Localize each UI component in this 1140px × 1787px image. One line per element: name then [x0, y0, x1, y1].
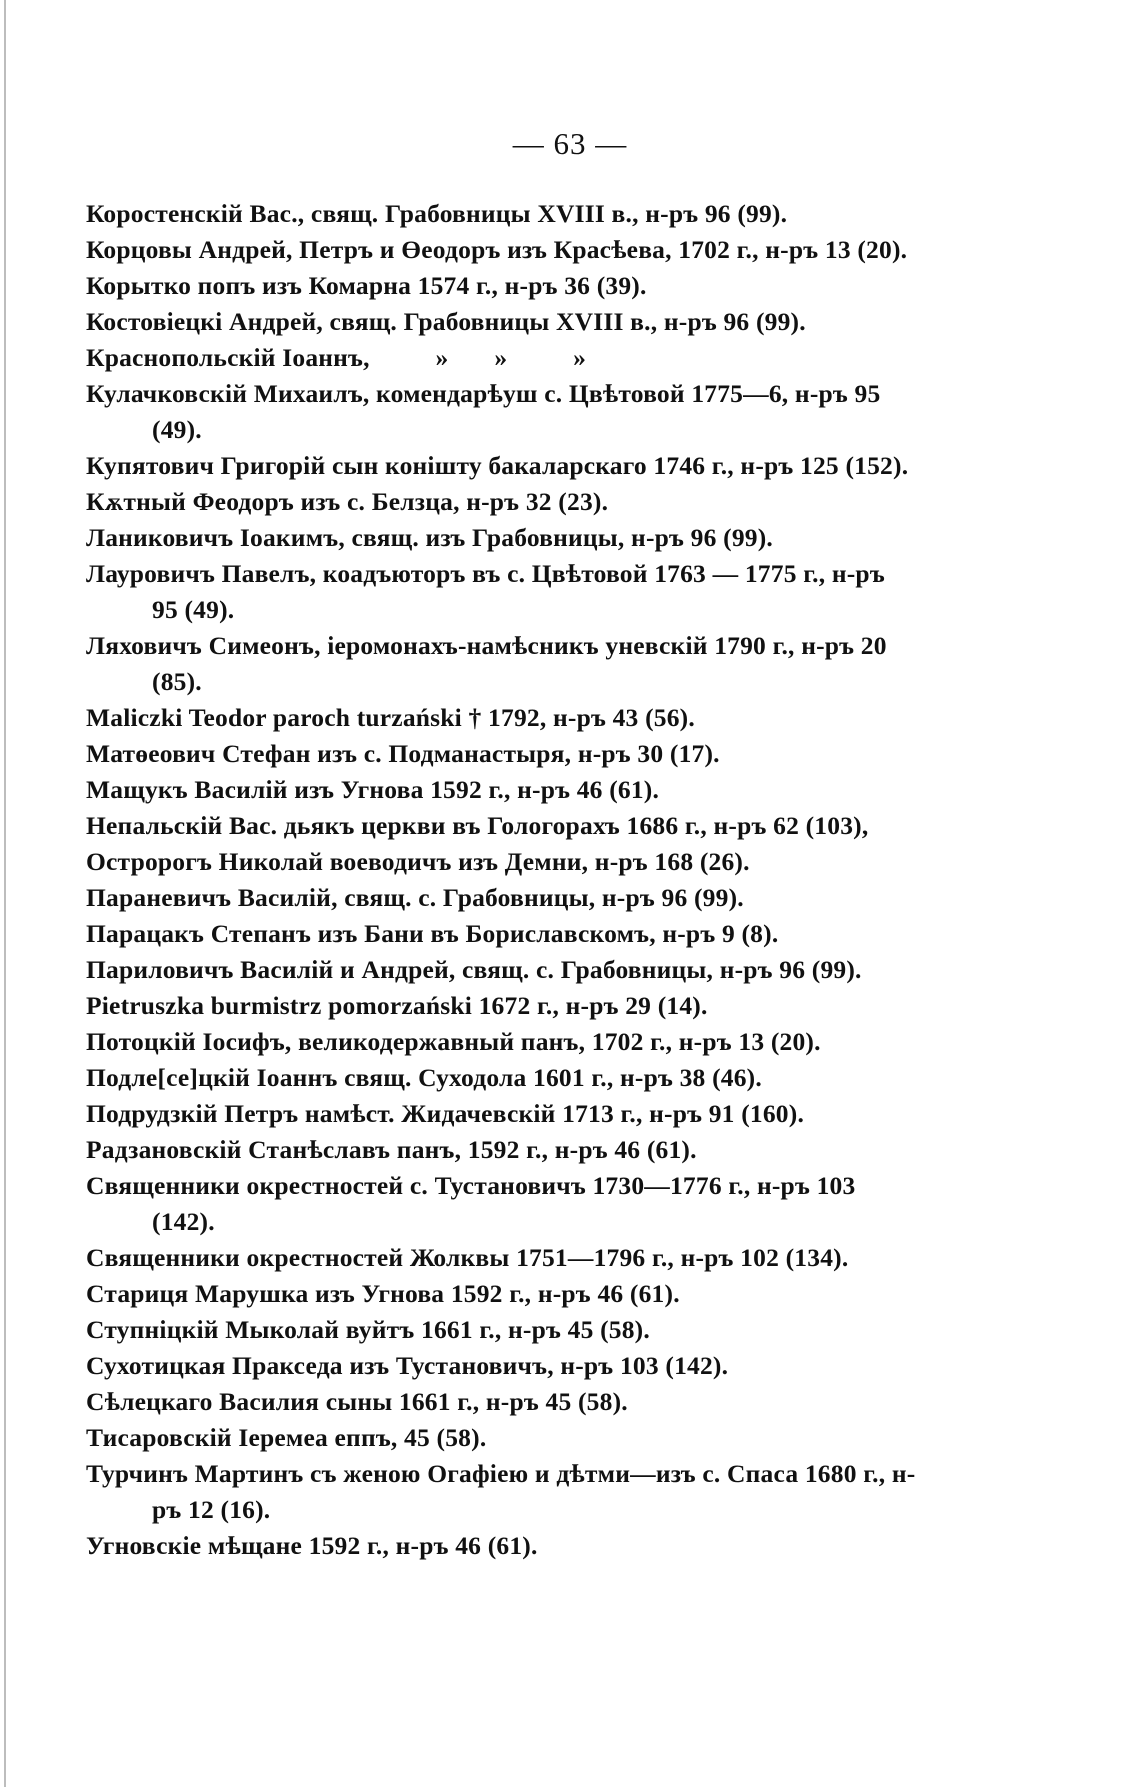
entry-text: Радзановскій Станѣславъ панъ, 1592 г., н-ръ 46 (61). [86, 1135, 697, 1164]
entry-text: Париловичъ Василій и Андрей, свящ. с. Грабовницы, н-ръ 96 (99). [86, 955, 862, 984]
index-entry [86, 700, 916, 736]
index-entry [86, 1384, 916, 1420]
entry-text: Купятович Григорій сын конішту бакаларскаго 1746 г., н-ръ 125 (152). [86, 451, 909, 480]
index-entry [86, 1168, 916, 1240]
index-entry [86, 1060, 916, 1096]
entry-text: Краснопольскій Іоаннъ, » » » [86, 343, 587, 372]
index-entry [86, 232, 916, 268]
entry-text: Остророгъ Николай воеводичъ изъ Демни, н-ръ 168 (26). [86, 847, 750, 876]
index-entry [86, 1348, 916, 1384]
entry-text: Корцовы Андрей, Петръ и Өеодоръ изъ Красѣева, 1702 г., н-ръ 13 (20). [86, 235, 908, 264]
index-entry [86, 520, 916, 556]
index-entry [86, 988, 916, 1024]
entry-text: Подле[се]цкій Іоаннъ свящ. Суходола 1601 г., н-ръ 38 (46). [86, 1063, 762, 1092]
index-entry [86, 1024, 916, 1060]
entry-text: Парацакъ Степанъ изъ Бани въ Бориславскомъ, н-ръ 9 (8). [86, 919, 779, 948]
entry-text: Pietruszka burmistrz pomorzański 1672 г., н-ръ 29 (14). [86, 991, 708, 1020]
index-entry [86, 844, 916, 880]
index-entry [86, 1528, 916, 1564]
index-entry [86, 448, 916, 484]
entry-text: Потоцкій Іосифъ, великодержавный панъ, 1702 г., н-ръ 13 (20). [86, 1027, 821, 1056]
entry-text: Непальскій Вас. дьякъ церкви въ Гологорахъ 1686 г., н-ръ 62 (103), [86, 811, 869, 840]
index-entry [86, 1096, 916, 1132]
entry-text: Ляховичъ Симеонъ, іеромонахъ-намѣсникъ уневскій 1790 г., н-ръ 20 (85). [86, 631, 894, 696]
index-entry [86, 952, 916, 988]
index-entry [86, 376, 916, 448]
entry-text: Турчинъ Мартинъ съ женою Огафіею и дѣтми—изъ с. Спаса 1680 г., н-ръ 12 (16). [86, 1459, 916, 1524]
entry-text: Мащукъ Василій изъ Угнова 1592 г., н-ръ 46 (61). [86, 775, 660, 804]
entry-text: Ступніцкій Мыколай вуйтъ 1661 г., н-ръ 45 (58). [86, 1315, 650, 1344]
entry-text: Угновскіе мѣщане 1592 г., н-ръ 46 (61). [86, 1531, 538, 1560]
entry-text: Коростенскій Вас., свящ. Грабовницы XVIII в., н-ръ 96 (99). [86, 199, 788, 228]
index-entry [86, 196, 916, 232]
index-entry [86, 808, 916, 844]
entry-text: Тисаровскій Іеремеа еппъ, 45 (58). [86, 1423, 487, 1452]
index-entry [86, 484, 916, 520]
index-entry [86, 772, 916, 808]
index-entry [86, 268, 916, 304]
entry-text: Maliczki Teodor paroch turzański † 1792, н-ръ 43 (56). [86, 703, 695, 732]
entry-text: Стариця Марушка изъ Угнова 1592 г., н-ръ 46 (61). [86, 1279, 680, 1308]
index-entry [86, 1132, 916, 1168]
index-entry [86, 880, 916, 916]
entry-text: Кулачковскій Михаилъ, комендарѣуш с. Цвѣтовой 1775—6, н-ръ 95 (49). [86, 379, 888, 444]
entry-text: Священники окрестностей с. Тустановичъ 1730—1776 г., н-ръ 103 (142). [86, 1171, 863, 1236]
entry-text: Корытко попъ изъ Комарна 1574 г., н-ръ 36 (39). [86, 271, 647, 300]
entry-text: Костовіецкі Андрей, свящ. Грабовницы XVIII в., н-ръ 96 (99). [86, 307, 806, 336]
entry-text: Лауровичъ Павелъ, коадъюторъ въ с. Цвѣтовой 1763 — 1775 г., н-ръ 95 (49). [86, 559, 892, 624]
entry-text: Подрудзкій Петръ намѣст. Жидачевскій 1713 г., н-ръ 91 (160). [86, 1099, 805, 1128]
entry-text: Кѫтный Феодоръ изъ с. Белзца, н-ръ 32 (23). [86, 487, 609, 516]
index-entries [86, 196, 916, 1564]
entry-text: Параневичъ Василій, свящ. с. Грабовницы, н-ръ 96 (99). [86, 883, 744, 912]
index-entry [86, 340, 916, 376]
index-entry [86, 736, 916, 772]
index-entry [86, 1456, 916, 1528]
entry-text: Ланиковичъ Іоакимъ, свящ. изъ Грабовницы, н-ръ 96 (99). [86, 523, 773, 552]
index-entry [86, 916, 916, 952]
scan-edge-line [4, 0, 6, 1787]
index-entry [86, 304, 916, 340]
entry-text: Матөеович Стефан изъ с. Подманастыря, н-ръ 30 (17). [86, 739, 720, 768]
entry-text: Сѣлецкаго Василия сыны 1661 г., н-ръ 45 (58). [86, 1387, 628, 1416]
index-entry [86, 1240, 916, 1276]
entry-text: Священники окрестностей Жолквы 1751—1796 г., н-ръ 102 (134). [86, 1243, 849, 1272]
index-entry [86, 1420, 916, 1456]
page-number: — 63 — [512, 126, 628, 161]
index-entry [86, 1312, 916, 1348]
index-entry [86, 556, 916, 628]
index-entry [86, 1276, 916, 1312]
entry-text: Сухотицкая Пракседа изъ Тустановичъ, н-ръ 103 (142). [86, 1351, 729, 1380]
index-entry [86, 628, 916, 700]
